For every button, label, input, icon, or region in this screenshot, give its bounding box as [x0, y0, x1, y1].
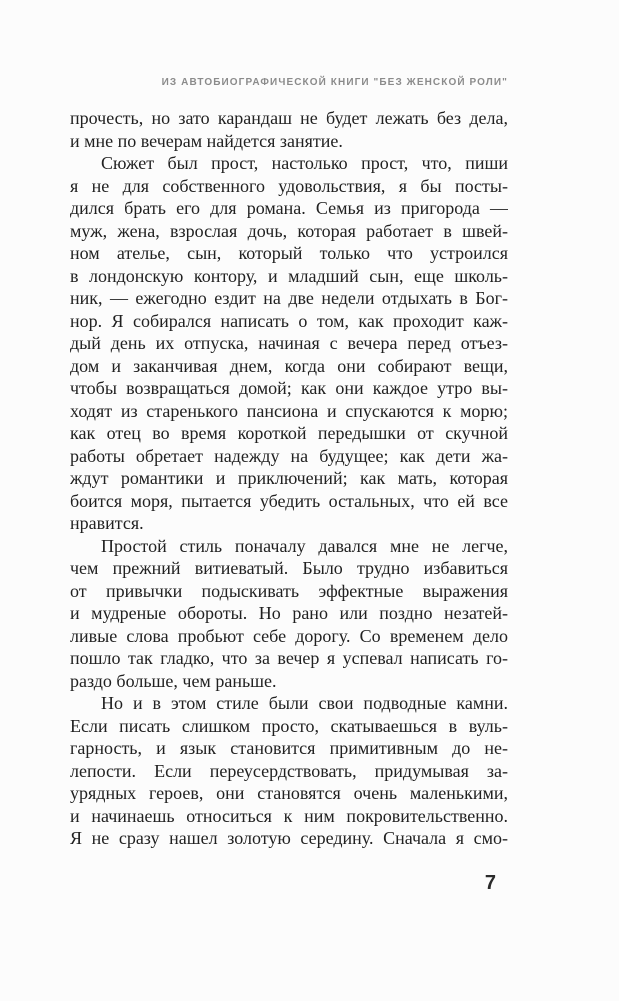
text-line: от привычки подыскивать эффектные выражения [70, 580, 508, 601]
text-line: лепости. Если переусердствовать, придумывая за- [70, 760, 508, 781]
text-line: Простой стиль поначалу давался мне не легче, [101, 535, 508, 556]
text-line: работы обретает надежду на будущее; как дети жа- [70, 445, 508, 466]
text-line: дый день их отпуска, начиная с вечера перед отъез- [70, 333, 508, 353]
text-line: боится моря, пытается убедить остальных, что ей все [70, 490, 508, 511]
text-line: нравится. [70, 513, 144, 533]
text-line: ливые слова пробьют себе дорогу. Со временем дело [70, 625, 508, 646]
text-line: Но и в этом стиле были свои подводные камни. [101, 693, 508, 713]
text-line: как отец во время короткой передышки от скучной [70, 423, 508, 443]
text-line: Сюжет был прост, настолько прост, что, пиши [101, 153, 508, 173]
text-line: ном ателье, сын, который только что устроился [70, 243, 508, 263]
text-block [70, 107, 508, 850]
text-line: в лондонскую контору, и младший сын, еще школь- [70, 265, 508, 286]
text-line: дом и заканчивая днем, когда они собирают вещи, [70, 355, 508, 376]
text-line: чтобы возвращаться домой; как они каждое утро вы- [70, 378, 508, 398]
text-line: урядных героев, они становятся очень маленькими, [70, 783, 508, 803]
page-number: 7 [484, 872, 496, 894]
text-line: прочесть, но зато карандаш не будет лежать без дела, [70, 108, 508, 128]
text-line: чем прежний витиеватый. Было трудно избавиться [70, 558, 508, 578]
paragraph [70, 692, 508, 850]
text-line: пошло так гладко, что за вечер я успевал написать го- [70, 648, 508, 668]
paragraph [70, 535, 508, 693]
text-line: дился брать его для романа. Семья из пригорода — [70, 198, 508, 218]
text-line: и начинаешь относиться к ним покровительственно. [70, 805, 508, 826]
text-line: Я не сразу нашел золотую середину. Сначала я смо- [70, 828, 508, 848]
paragraph [70, 152, 508, 535]
text-line: Если писать слишком просто, скатываешься в вуль- [70, 715, 508, 736]
text-line: я не для собственного удовольствия, я бы посты- [70, 175, 508, 196]
text-line: ник, — ежегодно ездит на две недели отдыхать в Бог- [70, 288, 508, 308]
text-line: муж, жена, взрослая дочь, которая работает в швей- [70, 220, 508, 241]
paragraph [70, 107, 508, 152]
text-line: ждут романтики и приключений; как мать, которая [70, 468, 508, 488]
text-line: раздо больше, чем раньше. [70, 670, 277, 691]
running-header: ИЗ АВТОБИОГРАФИЧЕСКОЙ КНИГИ "БЕЗ ЖЕНСКОЙ РОЛИ" [161, 77, 508, 88]
text-line: и мне по вечерам найдется занятие. [70, 130, 343, 151]
text-line: нор. Я собирался написать о том, как проходит каж- [70, 310, 508, 331]
text-line: гарность, и язык становится примитивным до не- [70, 738, 508, 758]
text-line: и мудреные обороты. Но рано или поздно незатей- [70, 603, 508, 623]
text-line: ходят из старенького пансиона и спускаются к морю; [70, 400, 508, 421]
